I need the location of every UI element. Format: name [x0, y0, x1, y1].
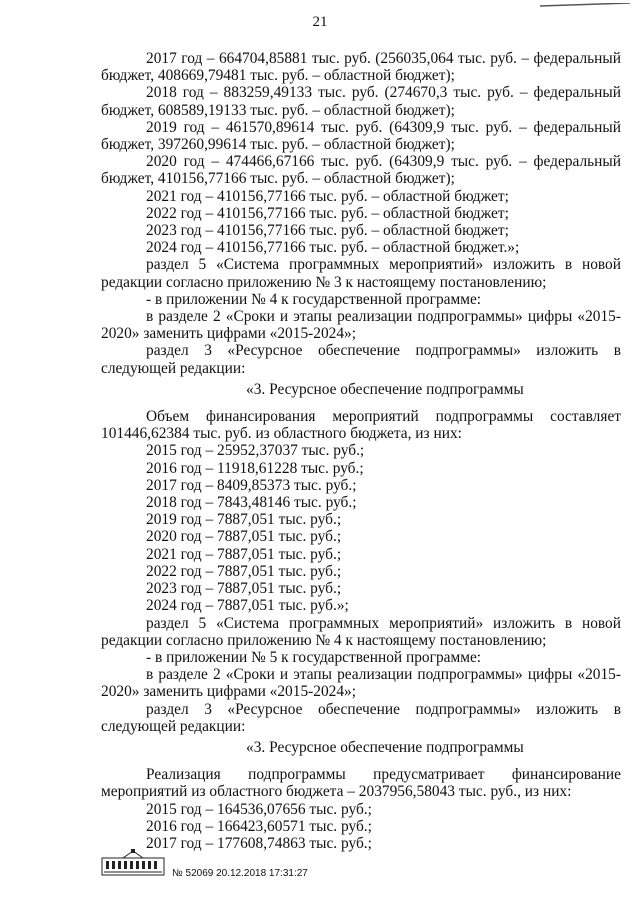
line-2020: 2020 год – 7887,051 тыс. руб.;: [146, 528, 342, 546]
paragraph-funding-volume: Объем финансирования мероприятий подпрограммы составляет 101446,62384 тыс. руб. из областного бюджета, из них:: [101, 408, 621, 443]
paragraph-2018-total: 2018 год – 883259,49133 тыс. руб. (274670,3 тыс. руб. – федеральный бюджет, 608589,19133 тыс. руб. – областной бюджет);: [101, 84, 621, 119]
paragraph-section5-appendix3: раздел 5 «Система программных мероприятий» изложить в новой редакции согласно приложению № 3 к настоящему постановлению;: [101, 256, 621, 291]
line-2022: 2022 год – 7887,051 тыс. руб.;: [146, 562, 342, 580]
line-2021: 2021 год – 7887,051 тыс. руб.;: [146, 545, 342, 563]
line-2023: 2023 год – 410156,77166 тыс. руб. – областной бюджет;: [146, 222, 509, 240]
paragraph-implementation-funding: Реализация подпрограммы предусматривает финансирование мероприятий из областного бюджета – 2037956,58043 тыс. руб., из них:: [101, 766, 621, 801]
section-heading-resources: «3. Ресурсное обеспечение подпрограммы: [246, 738, 524, 756]
document-registration-code: № 52069 20.12.2018 17:31:27: [172, 868, 308, 879]
paragraph-appendix5: - в приложении № 5 к государственной программе:: [146, 648, 482, 666]
registry-stamp-logo: [101, 848, 165, 876]
scan-edge-mark: [540, 3, 630, 8]
document-body: [101, 50, 621, 852]
line-2019: 2019 год – 7887,051 тыс. руб.;: [146, 511, 342, 529]
paragraph-section2-dates: в разделе 2 «Сроки и этапы реализации подпрограммы» цифры «2015-2020» заменить цифрами «2015-2024»;: [101, 666, 621, 701]
paragraph-2020-total: 2020 год – 474466,67166 тыс. руб. (64309,9 тыс. руб. – федеральный бюджет, 410156,77166 тыс. руб. – областной бюджет);: [101, 153, 621, 188]
line-2015: 2015 год – 25952,37037 тыс. руб.;: [146, 442, 365, 460]
line-2017: 2017 год – 177608,74863 тыс. руб.;: [146, 834, 372, 852]
paragraph-2017-total: 2017 год – 664704,85881 тыс. руб. (256035,064 тыс. руб. – федеральный бюджет, 408669,79481 тыс. руб. – областной бюджет);: [101, 50, 621, 85]
section-heading-resources: «3. Ресурсное обеспечение подпрограммы: [246, 380, 524, 398]
paragraph-section3-edit: раздел 3 «Ресурсное обеспечение подпрограммы» изложить в следующей редакции:: [101, 342, 621, 377]
line-2022: 2022 год – 410156,77166 тыс. руб. – областной бюджет;: [146, 204, 509, 222]
line-2016: 2016 год – 166423,60571 тыс. руб.;: [146, 817, 372, 835]
line-2024: 2024 год – 7887,051 тыс. руб.»;: [146, 597, 349, 615]
paragraph-section2-dates: в разделе 2 «Сроки и этапы реализации подпрограммы» цифры «2015-2020» заменить цифрами «2015-2024»;: [101, 308, 621, 343]
line-2024: 2024 год – 410156,77166 тыс. руб. – областной бюджет.»;: [146, 239, 520, 257]
line-2018: 2018 год – 7843,48146 тыс. руб.;: [146, 494, 357, 512]
line-2021: 2021 год – 410156,77166 тыс. руб. – областной бюджет;: [146, 187, 509, 205]
page-number: 21: [312, 14, 328, 30]
line-2015: 2015 год – 164536,07656 тыс. руб.;: [146, 800, 372, 818]
line-2017: 2017 год – 8409,85373 тыс. руб.;: [146, 476, 357, 494]
line-2023: 2023 год – 7887,051 тыс. руб.;: [146, 580, 342, 598]
line-2016: 2016 год – 11918,61228 тыс. руб.;: [146, 459, 364, 477]
paragraph-2019-total: 2019 год – 461570,89614 тыс. руб. (64309,9 тыс. руб. – федеральный бюджет, 397260,99614 тыс. руб. – областной бюджет);: [101, 118, 621, 154]
paragraph-appendix4: - в приложении № 4 к государственной программе:: [146, 290, 482, 308]
paragraph-section3-edit: раздел 3 «Ресурсное обеспечение подпрограммы» изложить в следующей редакции:: [101, 700, 621, 735]
paragraph-section5-appendix4: раздел 5 «Система программных мероприятий» изложить в новой редакции согласно приложению № 4 к настоящему постановлению;: [101, 614, 621, 649]
